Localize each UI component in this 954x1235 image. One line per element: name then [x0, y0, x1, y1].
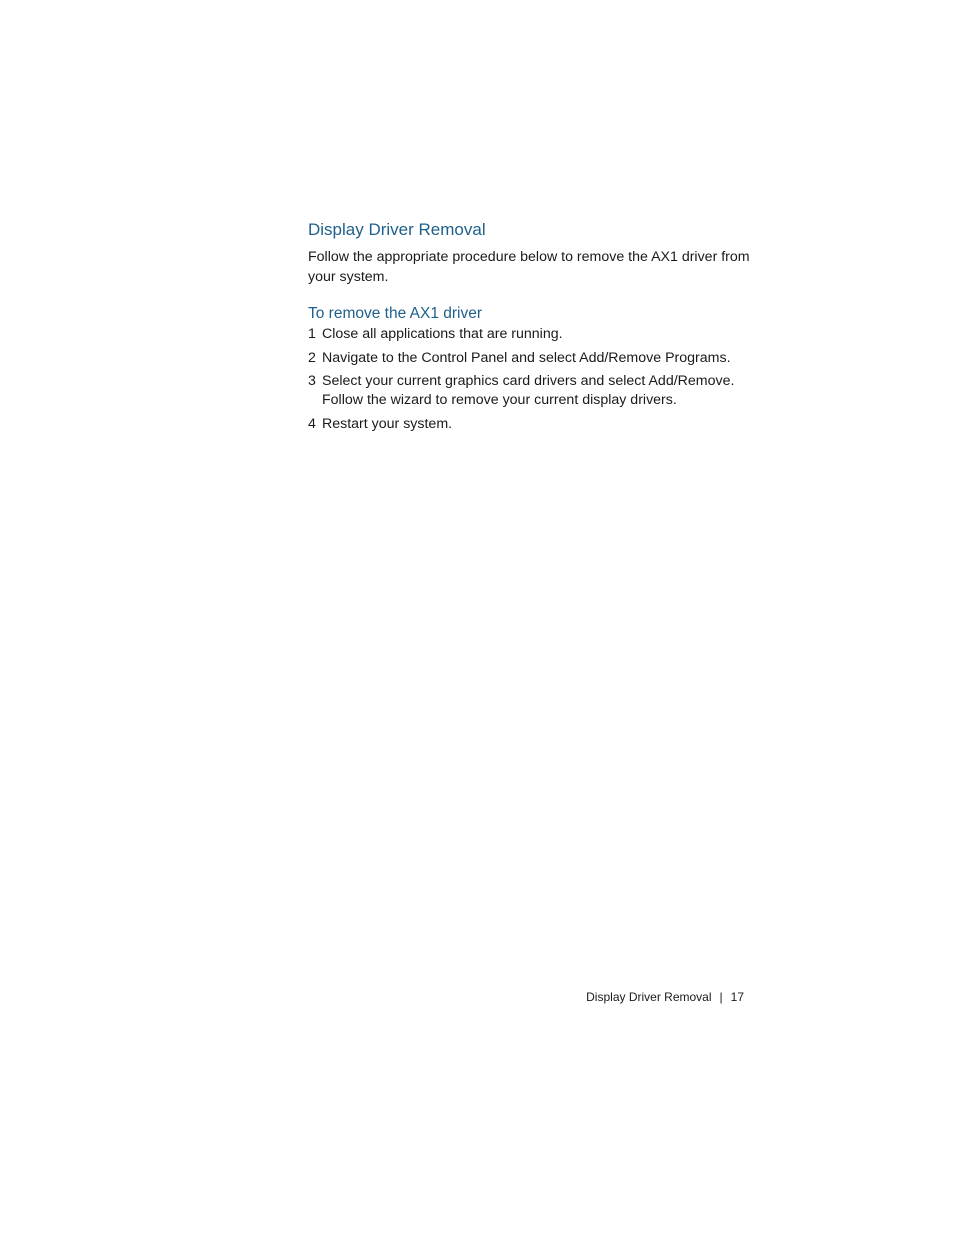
step-number: 4 [308, 415, 316, 432]
step-number: 3 [308, 373, 316, 389]
step-number: 2 [308, 349, 316, 366]
list-item [308, 415, 753, 434]
page-number: 17 [730, 990, 744, 1004]
list-item [308, 372, 753, 410]
intro-paragraph: Follow the appropriate procedure below to remove the AX1 driver from your system. [308, 249, 750, 285]
step-text: Select your current graphics card drivers and select Add/Remove. Follow the wizard to remove your current display drivers. [322, 373, 735, 408]
footer-separator: | [719, 990, 723, 1004]
step-text: Restart your system. [322, 415, 453, 432]
step-text: Navigate to the Control Panel and select Add/Remove Programs. [322, 349, 731, 366]
list-item [308, 349, 753, 368]
step-number: 1 [308, 326, 316, 342]
page-content [308, 218, 753, 438]
procedure-title: To remove the AX1 driver [308, 305, 483, 322]
section-title: Display Driver Removal [308, 220, 486, 239]
list-item [308, 325, 753, 344]
step-text: Close all applications that are running. [322, 326, 563, 342]
footer-section-name: Display Driver Removal [586, 990, 712, 1004]
page-footer [586, 989, 744, 1005]
procedure-steps [308, 325, 753, 434]
